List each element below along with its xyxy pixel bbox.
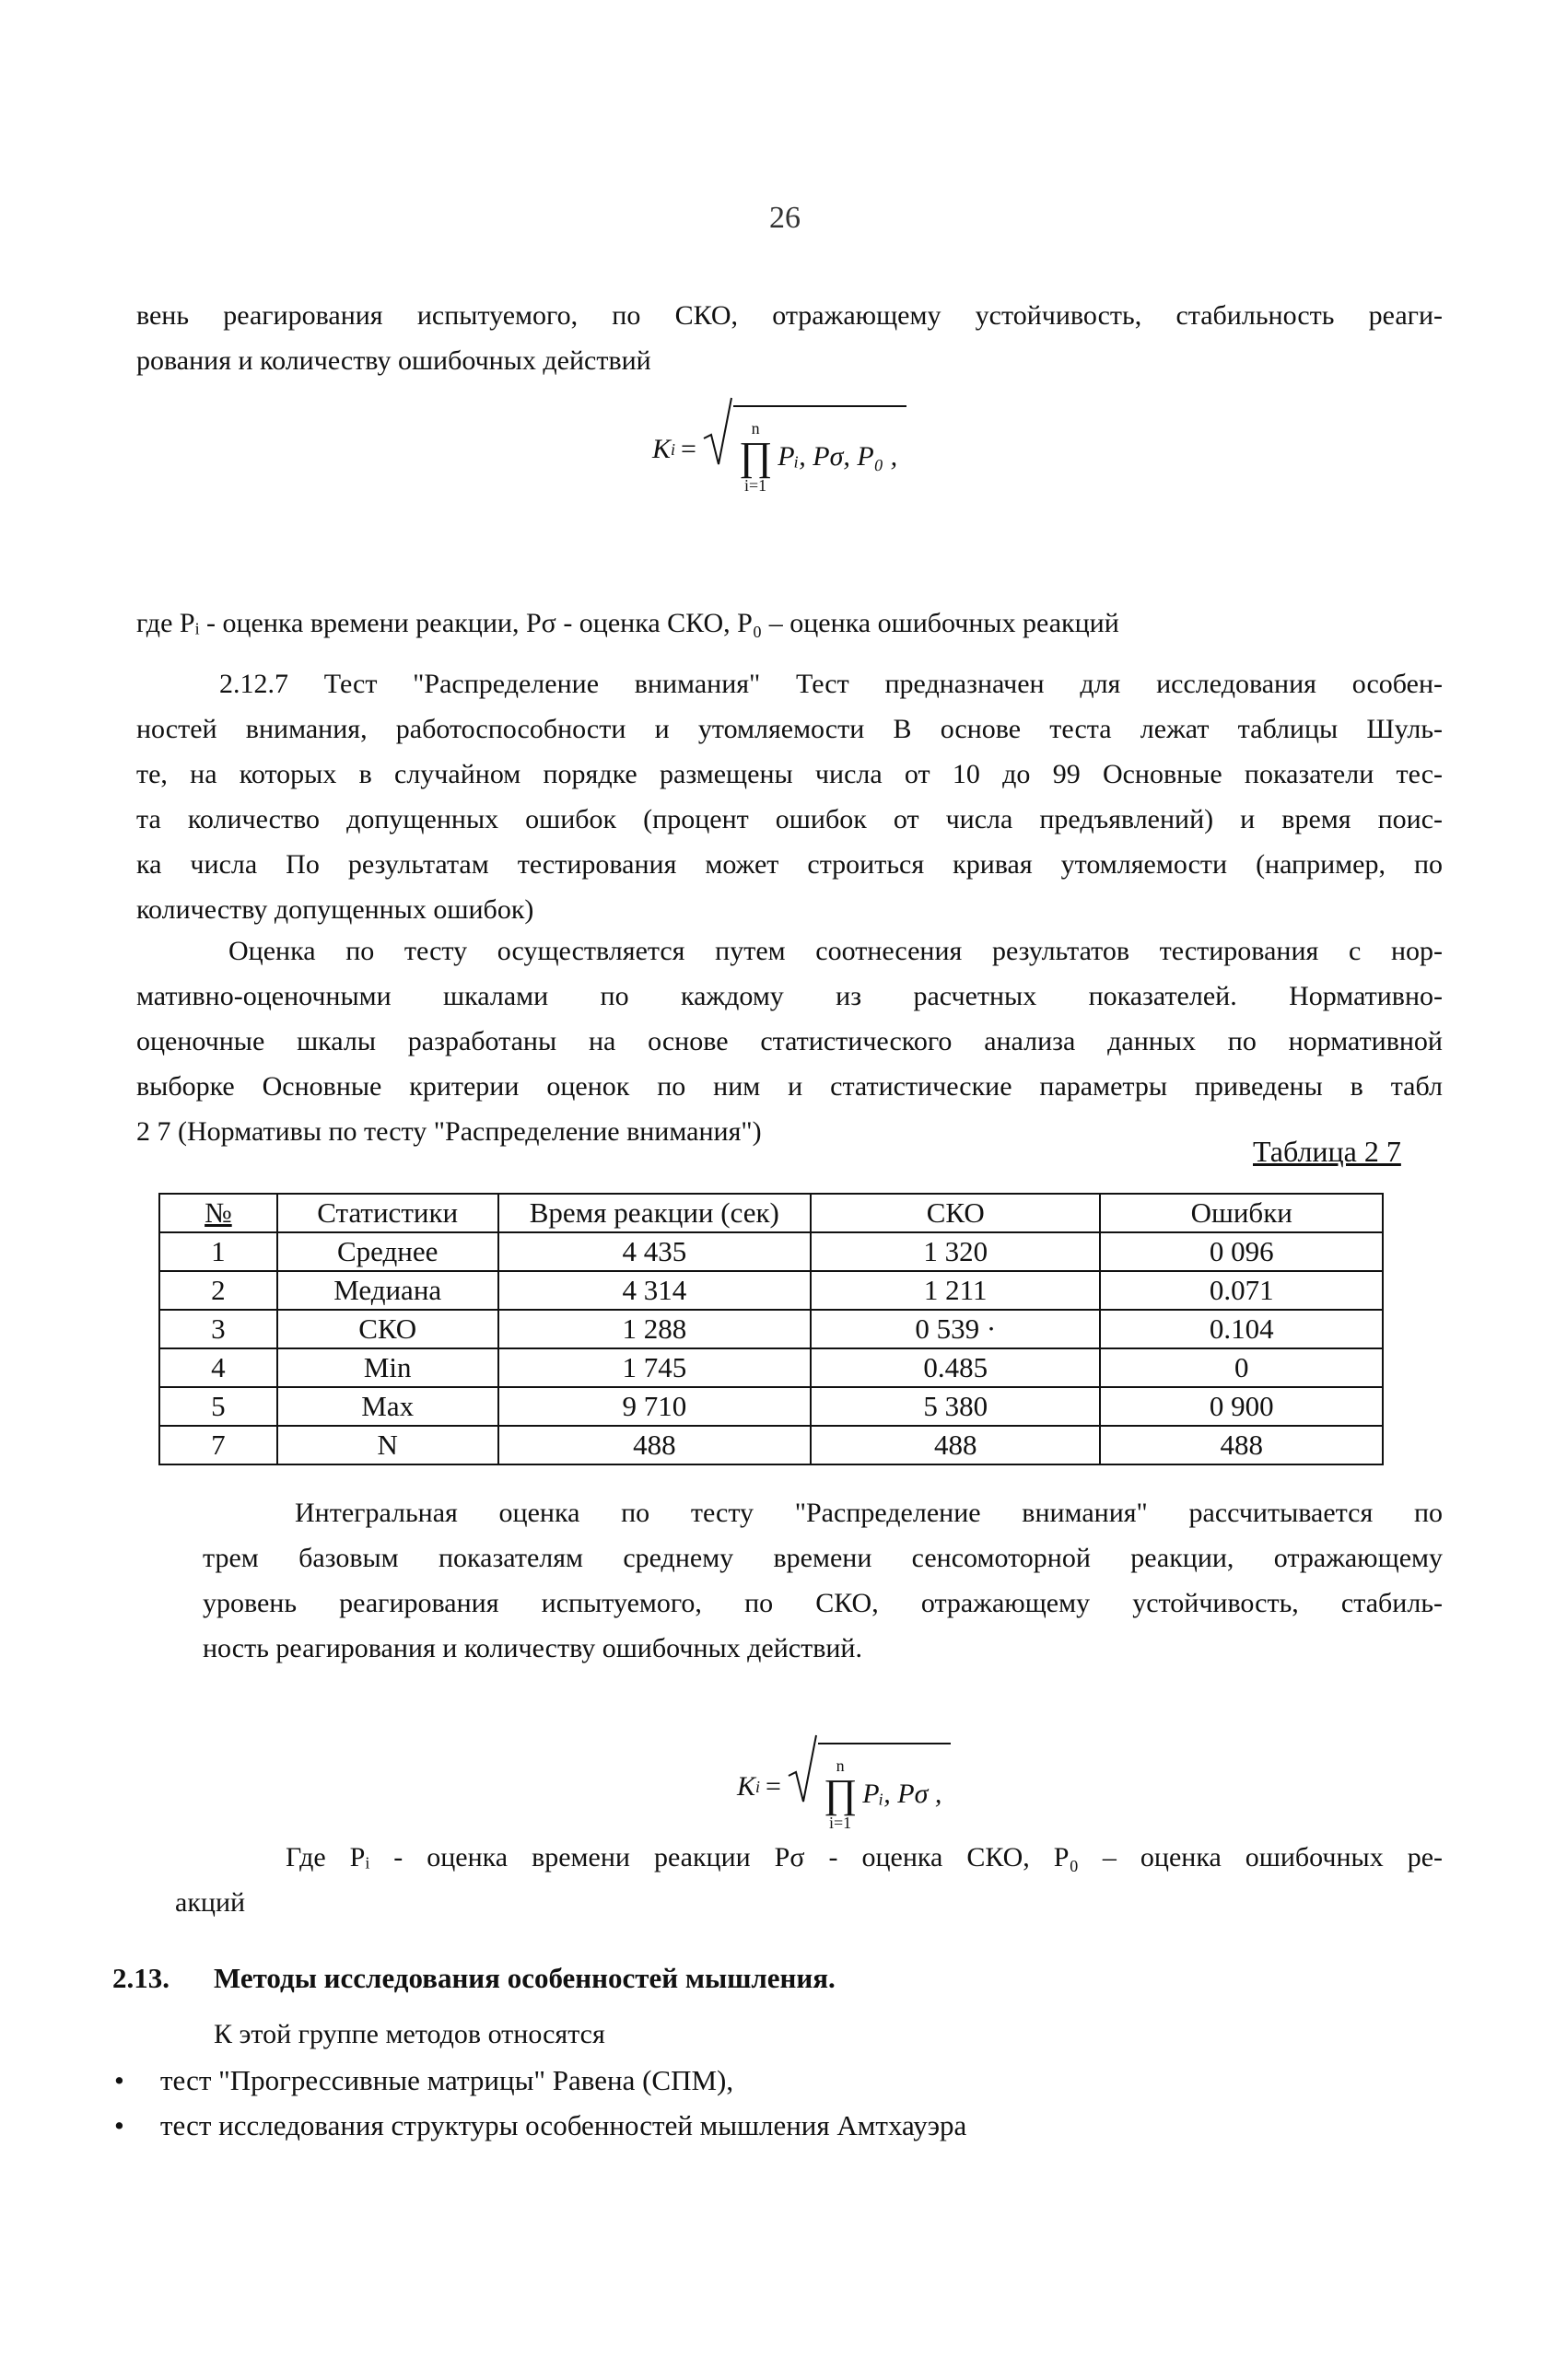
table-caption: Таблица 2 7 [1253,1135,1401,1168]
table-cell: 0.071 [1100,1271,1383,1310]
table-cell: Max [277,1387,498,1426]
text-line: ность реагирования и количеству ошибочных действий. [203,1633,862,1663]
table-cell: 488 [498,1426,811,1464]
product-upper-limit: n [751,419,760,438]
table-row [159,1310,1383,1348]
formula-k-two-factors [737,1743,951,1831]
formula-k-three-factors [652,405,906,494]
table-cell: 7 [159,1426,277,1464]
table-cell: 488 [811,1426,1100,1464]
column-header: Статистики [277,1194,498,1232]
section-number: 2.13. [112,1962,170,1994]
formula-lhs: K [652,434,672,464]
table-row [159,1348,1383,1387]
methods-list [112,2058,966,2148]
formula-equals: = [766,1771,781,1802]
text-line: рования и количеству ошибочных действий [136,345,651,376]
product-sign-icon: ∏ [738,434,773,479]
nth-root [787,1743,951,1831]
table-cell: 0.104 [1100,1310,1383,1348]
product-lower-limit: i=1 [828,1814,852,1832]
text-line: ка числа По результатам тестирования может строиться кривая утомляемости (например, по [136,849,1443,880]
table-row [159,1232,1383,1271]
table-cell: 5 [159,1387,277,1426]
table-cell: 9 710 [498,1387,811,1426]
table-cell: 1 288 [498,1310,811,1348]
text-line: оценочные шкалы разработаны на основе статистического анализа данных по нормативной [136,1026,1443,1056]
text-line: мативно-оценочными шкалами по каждому из расчетных показателей. Нормативно- [136,981,1443,1011]
text-line: ностей внимания, работоспособности и утомляемости В основе теста лежат таблицы Шуль- [136,714,1443,744]
text-line: уровень реагирования испытуемого, по СКО, отражающему устойчивость, стабиль- [203,1588,1443,1618]
table-cell: 4 435 [498,1232,811,1271]
section-title: Методы исследования особенностей мышления. [214,1962,836,1994]
radical-sign-icon [702,396,733,466]
formula-body: Pᵢ, Pσ , [862,1779,942,1809]
table-cell: 0 [1100,1348,1383,1387]
text-line: те, на которых в случайном порядке размещены числа от 10 до 99 Основные показатели тес- [136,759,1443,789]
text-line: количеству допущенных ошибок) [136,894,534,925]
formula-body: P [778,441,795,472]
text-line: трем базовым показателям среднему времени сенсомоторной реакции, отражающему [203,1543,1443,1573]
table-cell: 1 745 [498,1348,811,1387]
table-cell: 0.485 [811,1348,1100,1387]
table-cell: Среднее [277,1232,498,1271]
table-cell: 5 380 [811,1387,1100,1426]
intro-paragraph [136,293,1443,383]
table-cell: 488 [1100,1426,1383,1464]
column-header: Ошибки [1100,1194,1383,1232]
table-cell: 0 096 [1100,1232,1383,1271]
column-header: СКО [811,1194,1100,1232]
formula-legend: где Pᵢ - оценка времени реакции, Pσ - оценка СКО, P₀ – оценка ошибочных реакций [136,608,1119,638]
methods-intro: К этой группе методов относятся [214,2019,605,2049]
product-operator [739,420,772,494]
table-cell: 1 [159,1232,277,1271]
table-cell: 4 [159,1348,277,1387]
list-item: • тест исследования структуры особенностей мышления Амтхауэра [112,2103,966,2148]
formula-equals: = [681,434,696,464]
product-operator [824,1757,857,1831]
formula-body-rest: ᵢ, Pσ, P₀ , [794,441,898,472]
formula-lhs: K [737,1771,756,1802]
table-header-row [159,1194,1383,1232]
table-cell: 0 900 [1100,1387,1383,1426]
text-line: та количество допущенных ошибок (процент ошибок от числа предъявлений) и время поис- [136,804,1443,834]
text-line: акций [175,1887,246,1918]
table-cell: 1 320 [811,1232,1100,1271]
table-row [159,1426,1383,1464]
integral-paragraph [203,1490,1443,1671]
table-row [159,1271,1383,1310]
text-line: выборке Основные критерии оценок по ним и статистические параметры приведены в табл [136,1071,1443,1102]
table-cell: 2 [159,1271,277,1310]
product-upper-limit: n [836,1756,845,1775]
table-cell: Min [277,1348,498,1387]
assessment-paragraph [136,928,1443,1154]
table-cell: N [277,1426,498,1464]
norms-table [158,1193,1384,1465]
table-cell: СКО [277,1310,498,1348]
radical-sign-icon [787,1733,818,1803]
legend-paragraph [136,601,1443,646]
table-row [159,1387,1383,1426]
table-cell: 4 314 [498,1271,811,1310]
text-line: Интегральная оценка по тесту "Распределение внимания" рассчитывается по [295,1498,1443,1528]
section-heading [112,1962,836,1995]
formula-lhs-subscript: i [755,1777,761,1796]
text-line: Где Pᵢ - оценка времени реакции Pσ - оценка СКО, P₀ – оценка ошибочных ре- [286,1842,1443,1872]
section-2127-paragraph [136,661,1443,932]
column-header: № [159,1194,277,1232]
text-line: вень реагирования испытуемого, по СКО, отражающему устойчивость, стабильность реаги- [136,300,1443,331]
product-lower-limit: i=1 [743,476,767,495]
text-line: 2 7 (Нормативы по тесту "Распределение внимания") [136,1116,762,1147]
text-line: Оценка по тесту осуществляется путем соотнесения результатов тестирования с нор- [228,936,1443,966]
table-cell: 3 [159,1310,277,1348]
list-item: • тест "Прогрессивные матрицы" Равена (СПМ), [112,2058,966,2103]
legend2-paragraph [175,1835,1443,1925]
page-number: 26 [769,201,801,235]
nth-root [702,405,906,494]
table-cell: 1 211 [811,1271,1100,1310]
column-header: Время реакции (сек) [498,1194,811,1232]
table-cell: 0 539 · [811,1310,1100,1348]
text-line: 2.12.7 Тест "Распределение внимания" Тест предназначен для исследования особен- [219,669,1443,699]
formula-lhs-subscript: i [671,439,676,459]
product-sign-icon: ∏ [823,1771,858,1816]
table-cell: Медиана [277,1271,498,1310]
